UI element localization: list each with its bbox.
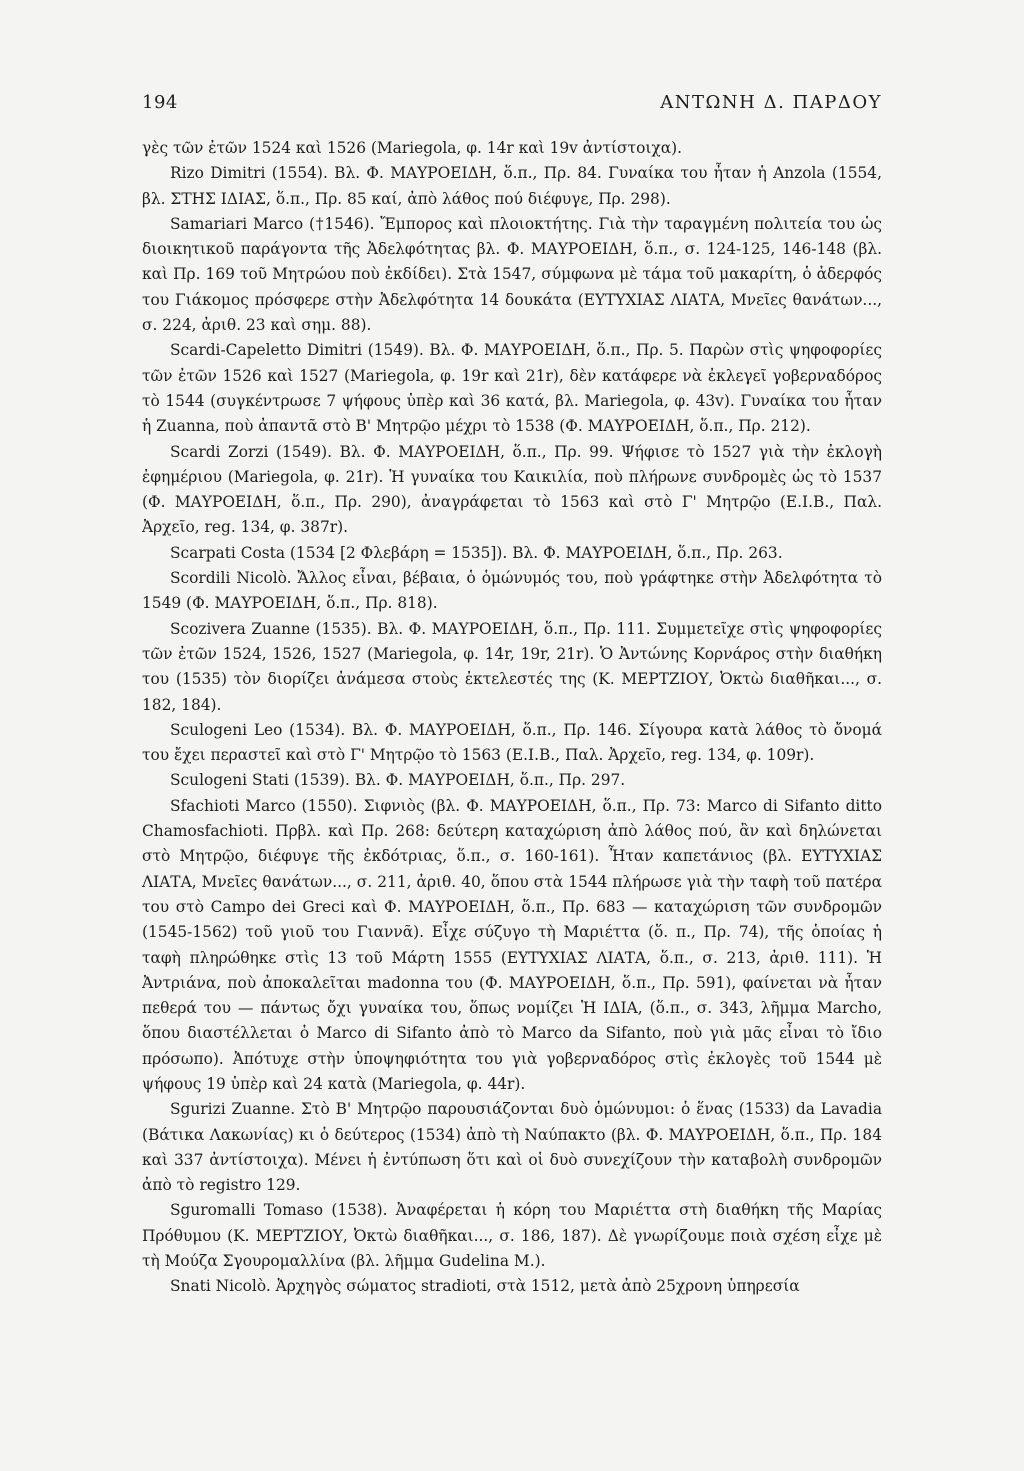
entry-sfachioti-marco: Sfachioti Marco (1550). Σιφνιὸς (βλ. Φ. ΜΑΥΡΟΕΙΔΗ, ὅ.π., Πρ. 73: Marco di Sifanto ditto Chamosfachioti. Πρβλ. καὶ Πρ. 268: δεύτερη καταχώριση ἀπὸ λάθος πού, ἂν καὶ δηλώνεται στὸ Μητρῷο, διέφυγε τῆς ἐκδότριας, ὅ.π., σ. 160-161). Ἦταν καπετάνιος (βλ. ΕΥΤΥΧΙΑΣ ΛΙΑΤΑ, Μνεῖες θανάτων..., σ. 211, ἀριθ. 40, ὅπου στὰ 1544 πλήρωσε γιὰ τὴν ταφὴ τοῦ πατέρα του στὸ Campo dei Greci καὶ Φ. ΜΑΥΡΟΕΙΔΗ, ὅ.π., Πρ. 683 — καταχώριση τῶν συνδρομῶν (1545-1562) τοῦ γιοῦ του Γιαννᾶ). Εἶχε σύζυγο τὴ Μαριέττα (ὅ. π., Πρ. 74), τῆς ὁποίας ἡ ταφὴ πληρώθηκε στὶς 13 τοῦ Μάρτη 1555 (ΕΥΤΥΧΙΑΣ ΛΙΑΤΑ, ὅ.π., σ. 213, ἀριθ. 111). Ἡ Ἀντριάνα, ποὺ ἀποκαλεῖται madonna του (Φ. ΜΑΥΡΟΕΙΔΗ, ὅ.π., Πρ. 591), φαίνεται νὰ ἦταν πεθερά του — πάντως ὄχι γυναίκα του, ὅπως νομίζει Ἡ ΙΔΙΑ, (ὅ.π., σ. 343, λῆμμα Marcho, ὅπου διαστέλλεται ὁ Marco di Sifanto ἀπὸ τὸ Marco da Sifanto, ποὺ γιὰ μᾶς εἶναι τὸ ἴδιο πρόσωπο). Ἀπότυχε στὴν ὑποψηφιότητα του γιὰ γοβερναδόρος στὶς ἐκλογὲς τοῦ 1544 μὲ ψήφους 19 ὑπὲρ καὶ 24 κατὰ (Mariegola, φ. 44r).: [142, 796, 882, 1093]
body-text: [142, 136, 882, 1300]
entry-scardi-capeletto-dimitri: Scardi-Capeletto Dimitri (1549). Βλ. Φ. ΜΑΥΡΟΕΙΔΗ, ὅ.π., Πρ. 5. Παρὼν στὶς ψηφοφορίες τῶν ἐτῶν 1526 καὶ 1527 (Mariegola, φ. 19r καὶ 21r), δὲν κατάφερε νὰ ἐκλεγεῖ γοβερναδόρος τὸ 1544 (συγκέντρωσε 7 ψήφους ὑπὲρ καὶ 36 κατά, βλ. Mariegola, φ. 43v). Γυναίκα του ἦταν ἡ Zuanna, ποὺ ἀπαντᾶ στὸ Β' Μητρῷο μέχρι τὸ 1538 (Φ. ΜΑΥΡΟΕΙΔΗ, ὅ.π., Πρ. 212).: [142, 341, 882, 436]
entry-scarpati-costa: Scarpati Costa (1534 [2 Φλεβάρη = 1535]). Βλ. Φ. ΜΑΥΡΟΕΙΔΗ, ὅ.π., Πρ. 263.: [170, 543, 783, 562]
entry-rizo-dimitri: Rizo Dimitri (1554). Βλ. Φ. ΜΑΥΡΟΕΙΔΗ, ὅ.π., Πρ. 84. Γυναίκα του ἦταν ἡ Anzola (1554, βλ. ΣΤΗΣ ΙΔΙΑΣ, ὅ.π., Πρ. 85 καί, ἀπὸ λάθος πού διέφυγε, Πρ. 298).: [142, 164, 882, 208]
entry-samariari-marco: Samariari Marco (†1546). Ἔμπορος καὶ πλοιοκτήτης. Γιὰ τὴν ταραγμένη πολιτεία του ὡς διοικητικοῦ παράγοντα τῆς Ἀδελφότητας βλ. Φ. ΜΑΥΡΟΕΙΔΗ, ὅ.π., σ. 124-125, 146-148 (βλ. καὶ Πρ. 169 τοῦ Μητρώου ποὺ ἐκδίδει). Στὰ 1547, σύμφωνα μὲ τάμα τοῦ μακαρίτη, ὁ ἀδερφός του Γιάκομος πρόσφερε στὴν Ἀδελφότητα 14 δουκάτα (ΕΥΤΥΧΙΑΣ ΛΙΑΤΑ, Μνεῖες θανάτων..., σ. 224, ἀριθ. 23 καὶ σημ. 88).: [142, 214, 882, 335]
entry-sgurizi-zuanne: Sgurizi Zuanne. Στὸ Β' Μητρῷο παρουσιάζονται δυὸ ὁμώνυμοι: ὁ ἕνας (1533) da Lavadia (Βάτικα Λακωνίας) κι ὁ δεύτερος (1534) ἀπὸ τὴ Ναύπακτο (βλ. Φ. ΜΑΥΡΟΕΙΔΗ, ὅ.π., Πρ. 184 καὶ 337 ἀντίστοιχα). Μένει ἡ ἐντύπωση ὅτι καὶ οἱ δυὸ συνεχίζουν τὴν καταβολὴ συνδρομῶν ἀπὸ τὸ registro 129.: [142, 1100, 882, 1195]
entry-scozivera-zuanne: Scozivera Zuanne (1535). Βλ. Φ. ΜΑΥΡΟΕΙΔΗ, ὅ.π., Πρ. 111. Συμμετεῖχε στὶς ψηφοφορίες τῶν ἐτῶν 1524, 1526, 1527 (Mariegola, φ. 14r, 19r, 21r). Ὁ Ἀντώνης Κορνάρος στὴν διαθήκη του (1535) τὸν διορίζει ἀνάμεσα στοὺς ἐκτελεστές της (Κ. ΜΕΡΤΖΙΟΥ, Ὀκτὼ διαθῆκαι..., σ. 182, 184).: [142, 619, 882, 714]
entry-scordili-nicolo: Scordili Nicolò. Ἄλλος εἶναι, βέβαια, ὁ ὁμώνυμός του, ποὺ γράφτηκε στὴν Ἀδελφότητα τὸ 1549 (Φ. ΜΑΥΡΟΕΙΔΗ, ὅ.π., Πρ. 818).: [142, 569, 882, 613]
page-number: 194: [142, 92, 178, 113]
entry-sguromalli-tomaso: Sguromalli Tomaso (1538). Ἀναφέρεται ἡ κόρη του Μαριέττα στὴ διαθήκη τῆς Μαρίας Πρόθυμου (Κ. ΜΕΡΤΖΙΟΥ, Ὀκτὼ διαθῆκαι..., σ. 186, 187). Δὲ γνωρίζουμε ποιὰ σχέση εἶχε μὲ τὴ Μούζα Σγουρομαλλίνα (βλ. λῆμμα Gudelina M.).: [142, 1201, 882, 1271]
entry-scardi-zorzi: Scardi Zorzi (1549). Βλ. Φ. ΜΑΥΡΟΕΙΔΗ, ὅ.π., Πρ. 99. Ψήφισε τὸ 1527 γιὰ τὴν ἐκλογὴ ἐφημέριου (Mariegola, φ. 21r). Ἡ γυναίκα του Καικιλία, ποὺ πλήρωνε συνδρομὲς ὡς τὸ 1537 (Φ. ΜΑΥΡΟΕΙΔΗ, ὅ.π., Πρ. 290), ἀναγράφεται τὸ 1563 καὶ στὸ Γ' Μητρῷο (Ε.Ι.Β., Παλ. Ἀρχεῖο, reg. 134, φ. 387r).: [142, 442, 882, 537]
entry-sculogeni-stati: Sculogeni Stati (1539). Βλ. Φ. ΜΑΥΡΟΕΙΔΗ, ὅ.π., Πρ. 297.: [170, 771, 626, 790]
running-head-author: ΑΝΤΩΝΗ Δ. ΠΑΡΔΟΥ: [660, 92, 882, 113]
entry-snati-nicolo: Snati Nicolò. Ἀρχηγὸς σώματος stradioti, στὰ 1512, μετὰ ἀπὸ 25χρονη ὑπηρεσία: [170, 1277, 800, 1296]
entry-sculogeni-leo: Sculogeni Leo (1534). Βλ. Φ. ΜΑΥΡΟΕΙΔΗ, ὅ.π., Πρ. 146. Σίγουρα κατὰ λάθος τὸ ὄνομά του ἔχει περαστεῖ καὶ στὸ Γ' Μητρῷο τὸ 1563 (Ε.Ι.Β., Παλ. Ἀρχεῖο, reg. 134, φ. 109r).: [142, 720, 882, 765]
entry-continuation: γὲς τῶν ἐτῶν 1524 καὶ 1526 (Mariegola, φ. 14r καὶ 19v ἀντίστοιχα).: [142, 139, 682, 157]
running-head: [142, 92, 882, 116]
